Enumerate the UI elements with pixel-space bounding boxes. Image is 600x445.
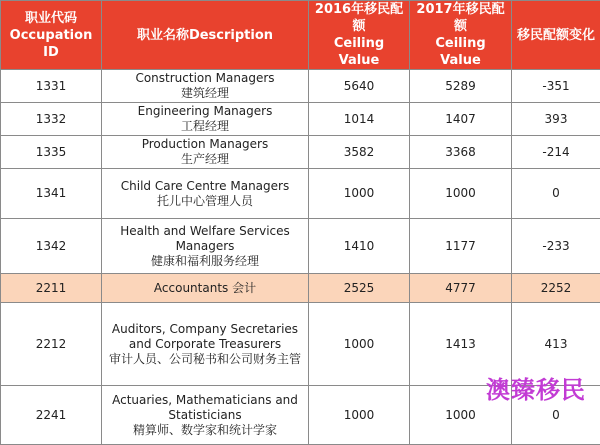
table-row xyxy=(1,136,600,169)
cell-2017-value: 1413 xyxy=(410,303,512,386)
table-row xyxy=(1,169,600,219)
description-zh: 健康和福利服务经理 xyxy=(105,254,305,269)
description-en: Production Managers xyxy=(105,137,305,152)
header-2017-ceiling xyxy=(410,1,512,70)
cell-change: 2252 xyxy=(512,274,600,303)
cell-occupation-id: 2241 xyxy=(1,386,102,445)
cell-2016-value: 5640 xyxy=(309,70,410,103)
description-en: Health and Welfare Services Managers xyxy=(105,224,305,254)
cell-occupation-id: 1331 xyxy=(1,70,102,103)
description-en: Construction Managers xyxy=(105,71,305,86)
header-2017-zh: 2017年移民配额 xyxy=(413,1,508,35)
header-description xyxy=(102,1,309,70)
cell-description xyxy=(102,70,309,103)
description-en: Engineering Managers xyxy=(105,104,305,119)
cell-2017-value: 4777 xyxy=(410,274,512,303)
table-header-row xyxy=(1,1,600,70)
header-2017-en: Ceiling Value xyxy=(413,35,508,69)
cell-change: -351 xyxy=(512,70,600,103)
cell-occupation-id: 2212 xyxy=(1,303,102,386)
cell-2016-value: 3582 xyxy=(309,136,410,169)
header-occupation-id-zh: 职业代码 xyxy=(4,10,98,27)
description-en: Actuaries, Mathematicians and Statisticians xyxy=(105,393,305,423)
cell-description xyxy=(102,103,309,136)
cell-2016-value: 1014 xyxy=(309,103,410,136)
description-en: Accountants 会计 xyxy=(105,281,305,296)
cell-change: 393 xyxy=(512,103,600,136)
description-zh: 建筑经理 xyxy=(105,86,305,101)
cell-occupation-id: 1342 xyxy=(1,219,102,274)
cell-description xyxy=(102,303,309,386)
description-zh: 精算师、数学家和统计学家 xyxy=(105,423,305,438)
cell-2017-value: 1000 xyxy=(410,169,512,219)
cell-description xyxy=(102,169,309,219)
cell-change: 413 xyxy=(512,303,600,386)
table-row-highlighted xyxy=(1,274,600,303)
table-row xyxy=(1,70,600,103)
cell-description xyxy=(102,219,309,274)
header-description-label: 职业名称Description xyxy=(137,28,273,43)
header-2016-ceiling xyxy=(309,1,410,70)
cell-description xyxy=(102,136,309,169)
brand-watermark: 澳臻移民 xyxy=(486,370,586,405)
cell-2016-value: 1000 xyxy=(309,386,410,445)
cell-2017-value: 1000 xyxy=(410,386,512,445)
cell-occupation-id: 1335 xyxy=(1,136,102,169)
cell-occupation-id: 1341 xyxy=(1,169,102,219)
cell-2017-value: 1177 xyxy=(410,219,512,274)
cell-description xyxy=(102,274,309,303)
description-zh: 审计人员、公司秘书和公司财务主管 xyxy=(105,352,305,367)
description-en: Auditors, Company Secretaries and Corporate Treasurers xyxy=(105,322,305,352)
description-zh: 工程经理 xyxy=(105,119,305,134)
cell-occupation-id: 1332 xyxy=(1,103,102,136)
cell-description xyxy=(102,386,309,445)
header-occupation-id xyxy=(1,1,102,70)
cell-2017-value: 5289 xyxy=(410,70,512,103)
cell-change: 0 xyxy=(512,386,600,445)
header-2016-en: Ceiling Value xyxy=(312,35,406,69)
cell-change: 0 xyxy=(512,169,600,219)
cell-2016-value: 1410 xyxy=(309,219,410,274)
description-zh: 生产经理 xyxy=(105,152,305,167)
cell-2017-value: 3368 xyxy=(410,136,512,169)
header-occupation-id-en: Occupation ID xyxy=(4,27,98,61)
cell-2016-value: 1000 xyxy=(309,169,410,219)
header-2016-zh: 2016年移民配额 xyxy=(312,1,406,35)
table-row xyxy=(1,103,600,136)
cell-change: -233 xyxy=(512,219,600,274)
table-row xyxy=(1,219,600,274)
cell-2016-value: 2525 xyxy=(309,274,410,303)
cell-2016-value: 1000 xyxy=(309,303,410,386)
description-zh: 托儿中心管理人员 xyxy=(105,194,305,209)
cell-2017-value: 1407 xyxy=(410,103,512,136)
cell-change: -214 xyxy=(512,136,600,169)
description-en: Child Care Centre Managers xyxy=(105,179,305,194)
header-ceiling-change xyxy=(512,1,600,70)
header-change-label: 移民配额变化 xyxy=(517,28,595,43)
cell-occupation-id: 2211 xyxy=(1,274,102,303)
